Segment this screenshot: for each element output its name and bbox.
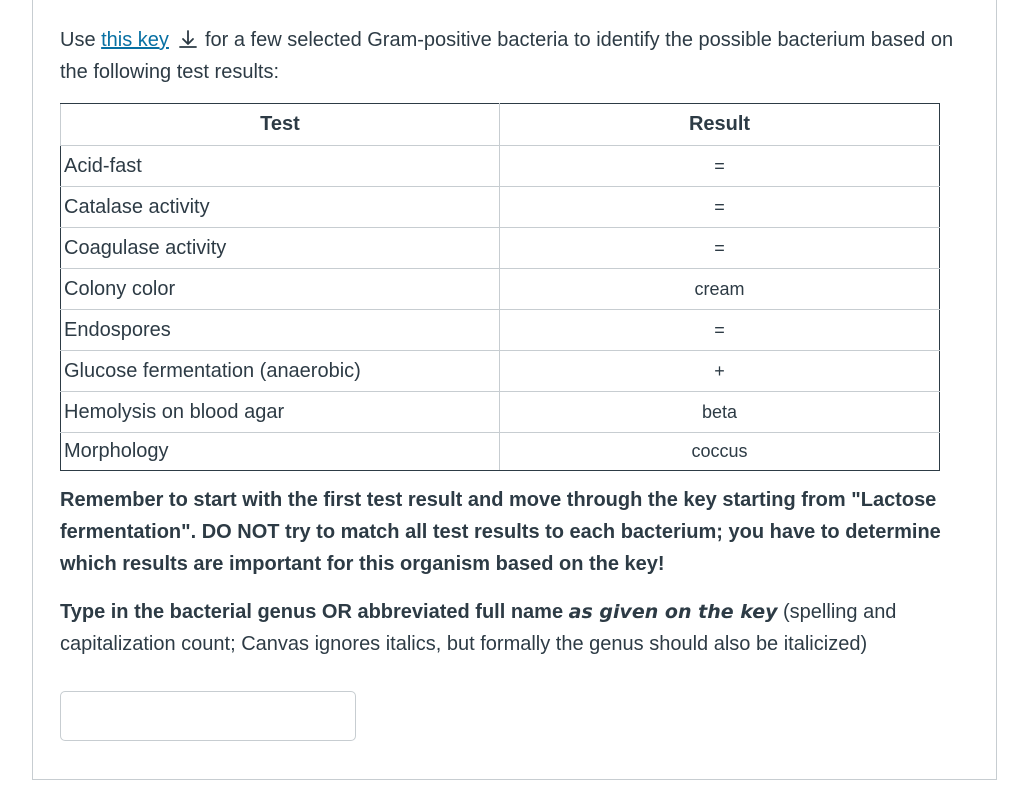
test-result: =	[500, 146, 940, 187]
test-name: Glucose fermentation (anaerobic)	[61, 351, 500, 392]
test-name: Coagulase activity	[61, 228, 500, 269]
header-result: Result	[500, 104, 940, 146]
key-link[interactable]: this key	[101, 29, 169, 51]
instructions-bold	[60, 601, 777, 623]
intro-suffix: for a few selected Gram-positive bacteria to identify the possible bacterium based on the following test results:	[60, 29, 954, 83]
test-result: +	[500, 351, 940, 392]
instructions-italic: as given on the key	[568, 601, 778, 623]
table-row	[61, 146, 940, 187]
answer-input[interactable]	[60, 691, 356, 741]
answer-instructions	[60, 596, 960, 660]
test-name: Hemolysis on blood agar	[61, 392, 500, 433]
table-row	[61, 392, 940, 433]
test-name: Morphology	[61, 433, 500, 471]
intro-prefix: Use	[60, 29, 102, 51]
test-result: =	[500, 228, 940, 269]
table-row	[61, 187, 940, 228]
test-result: beta	[500, 392, 940, 433]
test-result: =	[500, 187, 940, 228]
test-results-table	[60, 103, 940, 471]
test-name: Colony color	[61, 269, 500, 310]
table-header-row	[61, 104, 940, 146]
instructions-rest: (spelling and capitalization count; Canvas ignores italics, but formally the genus should also be italicized)	[60, 601, 897, 655]
download-icon[interactable]	[177, 27, 199, 47]
test-result: =	[500, 310, 940, 351]
table-row	[61, 228, 940, 269]
test-name: Acid-fast	[61, 146, 500, 187]
table-row	[61, 433, 940, 471]
test-name: Catalase activity	[61, 187, 500, 228]
header-test: Test	[61, 104, 500, 146]
test-result: cream	[500, 269, 940, 310]
intro-text	[60, 24, 980, 88]
test-name: Endospores	[61, 310, 500, 351]
table-row	[61, 351, 940, 392]
table-row	[61, 310, 940, 351]
key-instructions-note: Remember to start with the first test result and move through the key starting from "Lactose fermentation". DO NOT try to match all test results to each bacterium; you have to determine which results are important for this organism based on the key!	[60, 489, 941, 575]
test-result: coccus	[500, 433, 940, 471]
instructions-bold-text: Type in the bacterial genus OR abbreviated full name	[60, 601, 569, 623]
table-row	[61, 269, 940, 310]
